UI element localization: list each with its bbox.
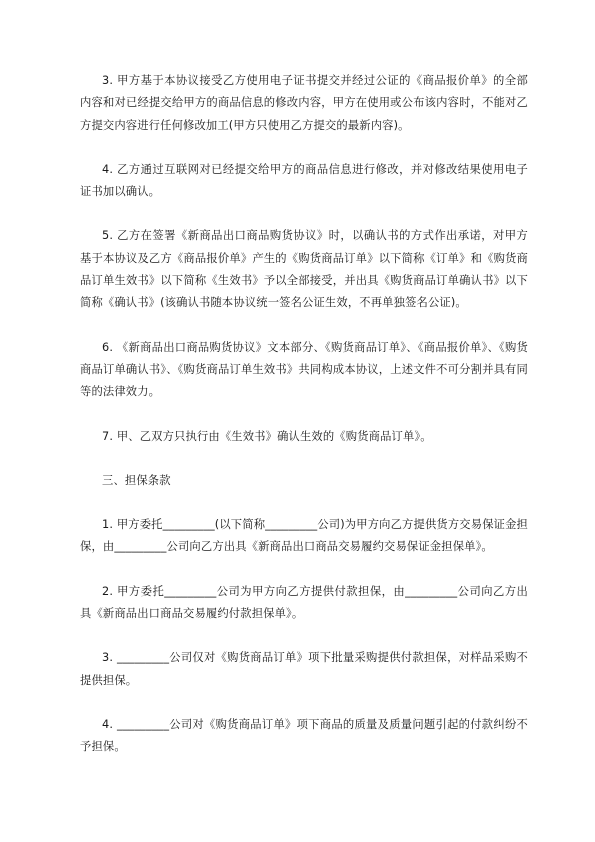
clause-5-paragraph: 5. 乙方在签署《新商品出口商品购货协议》时，以确认书的方式作出承诺，对甲方基于本协议及乙方《商品报价单》产生的《购货商品订单》以下简称《订单》和《购货商品订单生效书》以下简称《生效书》予以全部接受，并出具《购货商品订单确认书》以下简称《确认书》(该确认书随本协议统一签名公证生效，不再单独签名公证)。 — [80, 229, 528, 310]
clause-7-paragraph: 7. 甲、乙双方只执行由《生效书》确认生效的《购货商品订单》。 — [102, 429, 432, 443]
guarantee-clause-3-paragraph: 3. _________公司仅对《购货商品订单》项下批量采购提供付款担保，对样品采购不提供担保。 — [80, 651, 528, 687]
section-heading-guarantee: 三、担保条款 — [102, 473, 171, 487]
clause-4-paragraph: 4. 乙方通过互联网对已经提交给甲方的商品信息进行修改，并对修改结果使用电子证书加以确认。 — [80, 162, 528, 199]
clause-3-paragraph: 3. 甲方基于本协议接受乙方使用电子证书提交并经过公证的《商品报价单》的全部内容和对已经提交给甲方的商品信息的修改内容，甲方在使用或公布该内容时，不能对乙方提交内容进行任何修改加工(甲方只使用乙方提交的最新内容)。 — [80, 74, 528, 132]
guarantee-clause-4-paragraph: 4. _________公司对《购货商品订单》项下商品的质量及质量问题引起的付款纠纷不予担保。 — [80, 717, 528, 754]
guarantee-clause-2-paragraph: 2. 甲方委托_________公司为甲方向乙方提供付款担保，由_________公司向乙方出具《新商品出口商品交易履约付款担保单》。 — [80, 584, 528, 621]
clause-6-paragraph: 6. 《新商品出口商品购货协议》文本部分、《购货商品订单》、《商品报价单》、《购货商品订单确认书》、《购货商品订单生效书》共同构成本协议，上述文件不可分割并具有同等的法律效力。 — [80, 340, 528, 399]
document-body — [80, 70, 528, 781]
guarantee-clause-1-paragraph: 1. 甲方委托_________(以下简称_________公司)为甲方向乙方提供货方交易保证金担保，由_________公司向乙方出具《新商品出口商品交易履约交易保证金担保单》。 — [80, 518, 528, 554]
